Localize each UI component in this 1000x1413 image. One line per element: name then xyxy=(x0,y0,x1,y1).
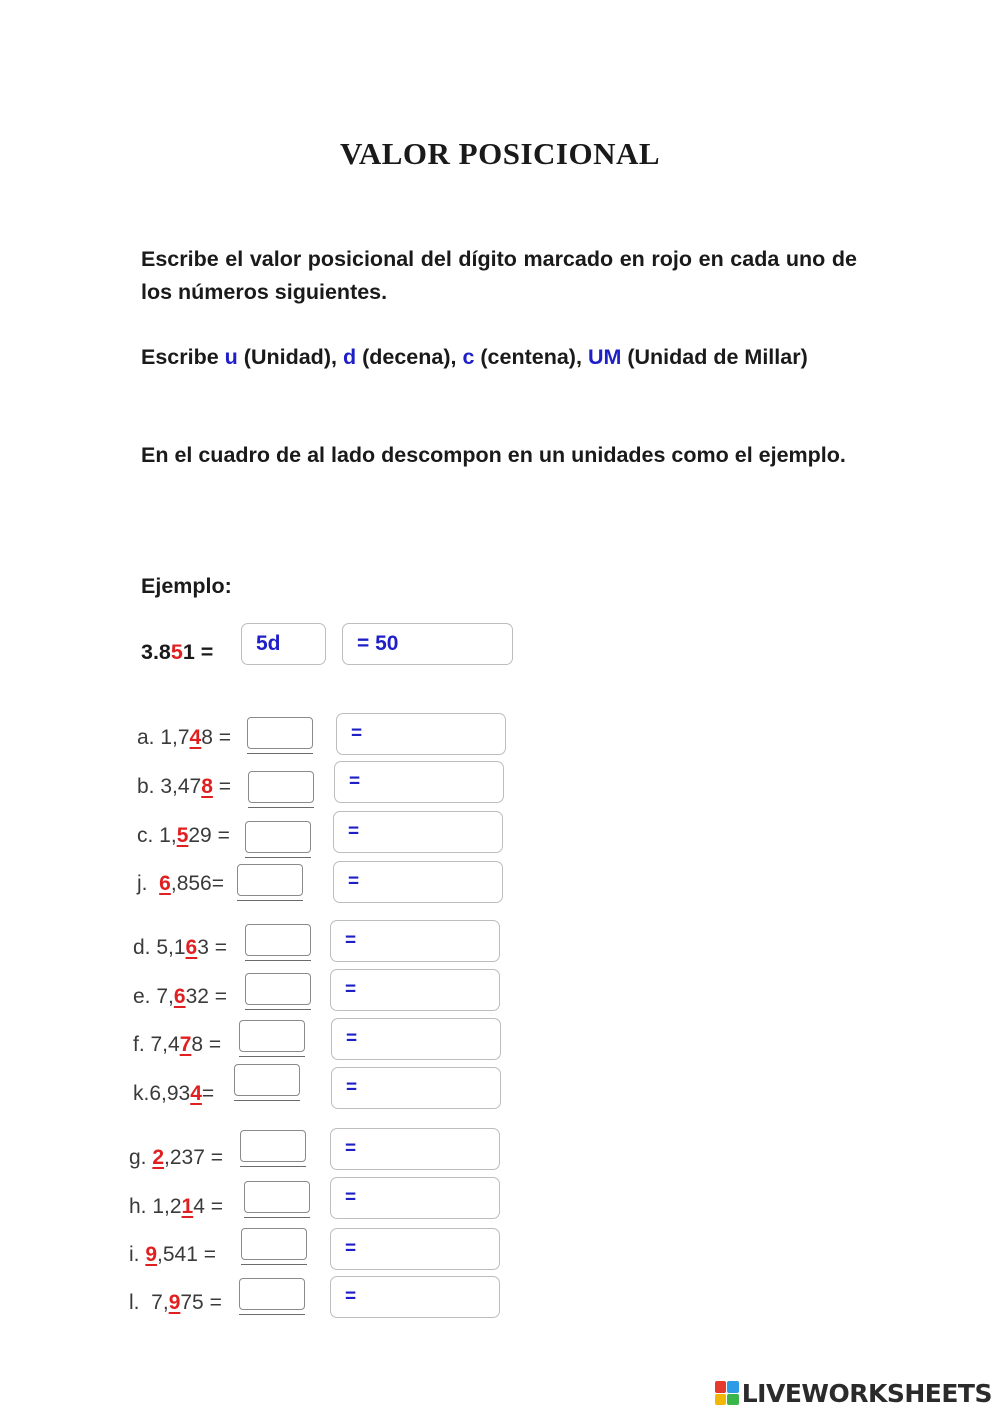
equals-sign: = xyxy=(345,1187,357,1208)
equals-sign: = xyxy=(345,979,357,1000)
equals-sign: = xyxy=(346,1077,358,1098)
exercise-number-pre: i. xyxy=(129,1243,146,1266)
exercise-number xyxy=(133,1082,214,1106)
exercise-red-digit: 1 xyxy=(181,1195,194,1218)
answer-underline xyxy=(241,1264,307,1265)
liveworksheets-logo-icon xyxy=(715,1381,739,1405)
page-title: VALOR POSICIONAL xyxy=(339,136,661,171)
answer-input-box[interactable] xyxy=(245,973,311,1005)
abbr-decena: d xyxy=(342,345,357,369)
exercise-number xyxy=(133,1033,221,1057)
answer-underline xyxy=(245,960,311,961)
exercise-red-digit: 2 xyxy=(152,1146,165,1169)
exercise-number-post: ,856= xyxy=(170,872,224,895)
answer-input-box[interactable] xyxy=(234,1064,300,1096)
exercise-red-digit: 7 xyxy=(179,1033,192,1056)
exercise-number-pre: g. xyxy=(129,1146,153,1169)
result-input-box[interactable] xyxy=(333,811,503,853)
exercise-red-digit: 8 xyxy=(201,775,213,798)
desc-decena: (decena), xyxy=(362,345,457,369)
abbr-unidad-millar: UM xyxy=(587,345,622,369)
equals-sign: = xyxy=(345,1286,357,1307)
answer-input-box[interactable] xyxy=(247,717,313,749)
answer-underline xyxy=(245,857,311,858)
exercise-number-pre: l. 7, xyxy=(129,1291,169,1314)
exercise-number xyxy=(129,1146,223,1170)
exercise-number-post: 8 = xyxy=(201,726,232,749)
exercise-red-digit: 5 xyxy=(176,824,189,847)
answer-underline xyxy=(245,1009,311,1010)
result-input-box[interactable] xyxy=(330,1128,500,1170)
abbr-unidad: u xyxy=(224,345,238,369)
exercise-red-digit: 4 xyxy=(189,726,202,749)
instruction-word: Escribe xyxy=(141,345,219,369)
logo-text: LIVEWORKSHEETS xyxy=(741,1378,992,1408)
result-input-box[interactable] xyxy=(330,1276,500,1318)
equals-sign: = xyxy=(348,871,360,892)
exercise-number-post: 8 = xyxy=(191,1033,222,1056)
answer-underline xyxy=(237,900,303,901)
result-input-box[interactable] xyxy=(333,861,503,903)
exercise-number-pre: c. 1, xyxy=(137,824,177,847)
exercise-red-digit: 6 xyxy=(173,985,186,1008)
answer-input-box[interactable] xyxy=(239,1278,305,1310)
result-input-box[interactable] xyxy=(331,1018,501,1060)
exercise-red-digit: 6 xyxy=(185,936,198,959)
result-input-box[interactable] xyxy=(331,1067,501,1109)
exercise-number xyxy=(133,985,227,1009)
liveworksheets-logo xyxy=(715,1379,992,1407)
desc-unidad-millar: (Unidad de Millar) xyxy=(627,345,808,369)
result-input-box[interactable] xyxy=(330,920,500,962)
exercise-number xyxy=(129,1291,222,1315)
abbr-centena: c xyxy=(462,345,475,369)
instruction-paragraph-2 xyxy=(141,341,857,374)
exercise-number xyxy=(137,726,231,750)
equals-sign: = xyxy=(349,771,361,792)
equals-sign: = xyxy=(345,1138,357,1159)
exercise-number xyxy=(129,1243,216,1267)
exercise-number xyxy=(137,775,231,799)
answer-underline xyxy=(239,1056,305,1057)
answer-underline xyxy=(244,1217,310,1218)
equals-sign: = xyxy=(351,723,363,744)
answer-underline xyxy=(240,1166,306,1167)
result-input-box[interactable] xyxy=(334,761,504,803)
exercise-number-pre: f. 7,4 xyxy=(133,1033,180,1056)
exercise-number-post: ,541 = xyxy=(157,1243,217,1266)
answer-input-box[interactable] xyxy=(244,1181,310,1213)
equals-sign: = xyxy=(345,930,357,951)
equals-sign: = xyxy=(346,1028,358,1049)
answer-input-box[interactable] xyxy=(241,1228,307,1260)
equals-sign: = xyxy=(345,1238,357,1259)
example-number-red-digit: 5 xyxy=(170,640,183,664)
example-answer-box xyxy=(241,623,326,665)
example-number-post: 1 = xyxy=(182,640,214,664)
example-label: Ejemplo: xyxy=(141,574,232,598)
exercise-number-pre: j. xyxy=(137,872,160,895)
exercise-number xyxy=(137,872,224,896)
logo-square-1 xyxy=(715,1381,727,1393)
answer-input-box[interactable] xyxy=(237,864,303,896)
answer-input-box[interactable] xyxy=(245,821,311,853)
answer-input-box[interactable] xyxy=(240,1130,306,1162)
example-number-pre: 3.8 xyxy=(141,640,171,664)
exercise-number-post: 75 = xyxy=(180,1291,222,1314)
exercise-number-pre: k.6,93 xyxy=(133,1082,191,1105)
exercise-number-post: 29 = xyxy=(188,824,230,847)
desc-centena: (centena), xyxy=(480,345,582,369)
exercise-number-pre: b. 3,47 xyxy=(137,775,202,798)
answer-underline xyxy=(234,1100,300,1101)
answer-input-box[interactable] xyxy=(248,771,314,803)
exercise-number xyxy=(137,824,230,848)
exercise-red-digit: 4 xyxy=(190,1082,202,1105)
logo-square-4 xyxy=(727,1394,739,1406)
exercise-red-digit: 6 xyxy=(159,872,171,895)
instruction-paragraph-3: En el cuadro de al lado descompon en un unidades como el ejemplo. xyxy=(141,443,846,467)
example-result: = 50 xyxy=(357,632,399,655)
equals-sign: = xyxy=(348,821,360,842)
exercise-number-post: 4 = xyxy=(193,1195,224,1218)
answer-underline xyxy=(248,807,314,808)
exercise-number-pre: h. 1,2 xyxy=(129,1195,182,1218)
instruction-paragraph-1: Escribe el valor posicional del dígito marcado en rojo en cada uno de los números siguientes. xyxy=(141,247,857,304)
example-answer: 5d xyxy=(256,632,281,655)
exercise-number xyxy=(129,1195,223,1219)
exercise-number-post: 3 = xyxy=(197,936,228,959)
exercise-number-pre: e. 7, xyxy=(133,985,174,1008)
example-number xyxy=(141,640,213,665)
logo-square-2 xyxy=(727,1381,739,1393)
exercise-number-post: ,237 = xyxy=(164,1146,224,1169)
result-input-box[interactable] xyxy=(330,1228,500,1270)
answer-underline xyxy=(247,753,313,754)
result-input-box[interactable] xyxy=(336,713,506,755)
exercise-number-pre: d. 5,1 xyxy=(133,936,186,959)
logo-square-3 xyxy=(715,1394,727,1406)
exercise-red-digit: 9 xyxy=(145,1243,158,1266)
answer-input-box[interactable] xyxy=(245,924,311,956)
exercise-number-post: = xyxy=(201,1082,215,1105)
example-result-box xyxy=(342,623,513,665)
exercise-red-digit: 9 xyxy=(168,1291,181,1314)
result-input-box[interactable] xyxy=(330,1177,500,1219)
exercise-number xyxy=(133,936,227,960)
exercise-number-post: 32 = xyxy=(185,985,228,1008)
answer-underline xyxy=(239,1314,305,1315)
result-input-box[interactable] xyxy=(330,969,500,1011)
desc-unidad: (Unidad), xyxy=(243,345,337,369)
answer-input-box[interactable] xyxy=(239,1020,305,1052)
exercise-number-post: = xyxy=(212,775,232,798)
exercise-number-pre: a. 1,7 xyxy=(137,726,190,749)
